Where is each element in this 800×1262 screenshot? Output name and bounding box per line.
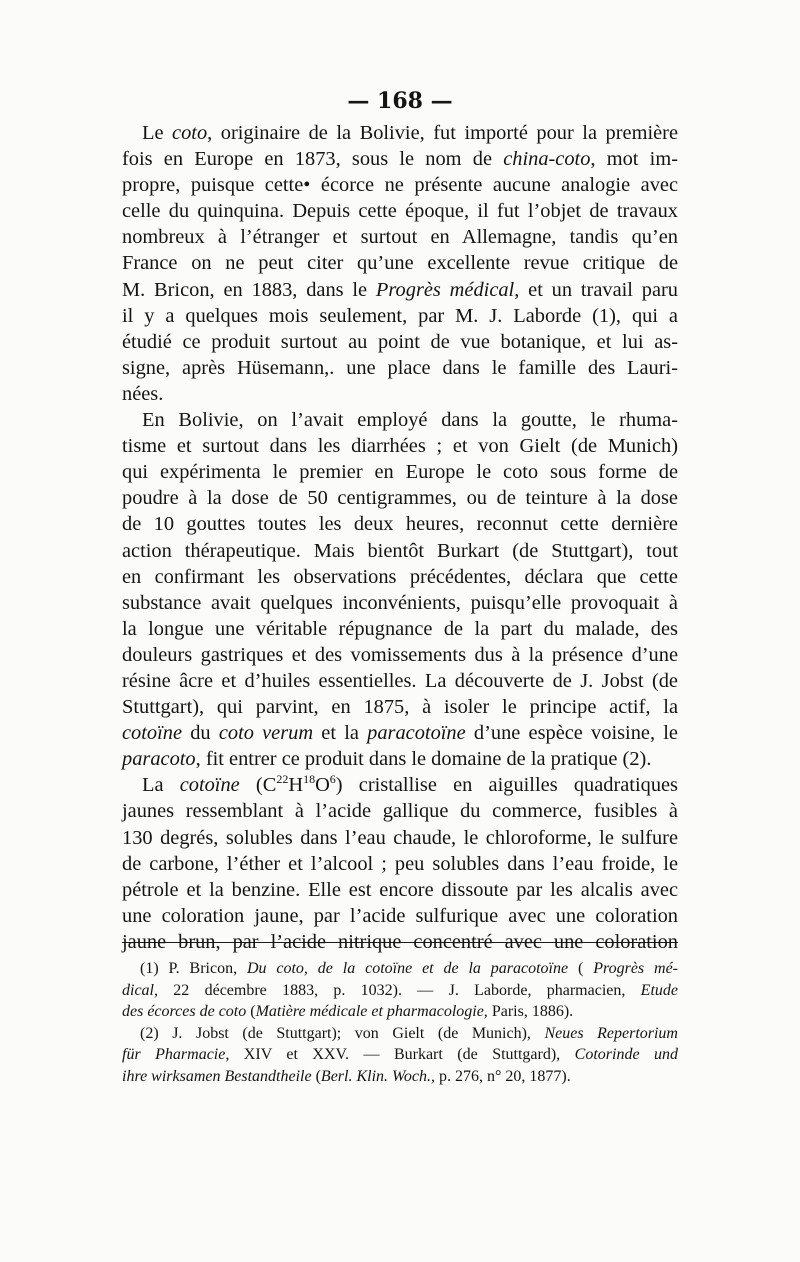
text-line [122, 146, 678, 172]
footnote-line [122, 1023, 678, 1045]
text-run: cotoïne [122, 722, 183, 745]
text-run: XIV et XXV. — Burkart (de Stuttgard), [229, 1046, 575, 1063]
text-run: Berl. Klin. Woch., [320, 1067, 435, 1085]
text-run: il y a quelques mois seulement, par M. J. Laborde (1), qui a [122, 304, 678, 327]
text-run: Etude [640, 981, 678, 999]
text-run: pétrole et la benzine. Elle est encore dissoute par les alcalis avec [122, 878, 678, 901]
text-run: 6 [329, 772, 336, 787]
text-run: Progrès médical [375, 278, 515, 301]
text-line [122, 277, 678, 303]
text-run: , mot im- [590, 148, 678, 171]
text-run: für Pharmacie, [122, 1046, 230, 1063]
text-run: Matière médicale et pharmacologie, [255, 1003, 488, 1020]
text-run: ( [568, 960, 594, 977]
text-line [122, 459, 678, 485]
text-run: d’une espèce voisine, le [465, 722, 678, 745]
text-run: H [288, 774, 304, 797]
footnote-line [122, 1001, 678, 1023]
text-line [122, 564, 678, 590]
text-run: nombreux à l’étranger et surtout en Allemagne, tandis qu’en [122, 226, 678, 249]
text-line [122, 511, 678, 537]
page-number: — 168 — [347, 88, 453, 114]
text-line [122, 616, 678, 642]
text-line [122, 250, 678, 276]
text-run: M. Bricon, en 1883, dans le [122, 278, 376, 301]
text-line [122, 485, 678, 511]
footnote-line [122, 980, 678, 1002]
text-run: En Bolivie, on l’avait employé dans la goutte, le rhuma- [142, 409, 678, 432]
footnote-line [122, 1066, 678, 1088]
text-line [122, 120, 678, 146]
text-run: des écorces de coto [122, 1003, 247, 1020]
text-line [122, 538, 678, 564]
text-line [122, 329, 678, 355]
text-line [122, 224, 678, 250]
text-run: une coloration jaune, par l’acide sulfurique avec une coloration [122, 904, 678, 927]
paragraph [122, 120, 678, 407]
text-run: jaunes ressemblant à l’acide gallique du commerce, fusibles à [122, 800, 678, 823]
text-line [122, 355, 678, 381]
text-run: coto verum [218, 722, 314, 745]
footnote-line [122, 958, 678, 980]
text-run: tisme et surtout dans les diarrhées ; et von Gielt (de Munich) [122, 435, 678, 458]
text-run: Cotorinde und [574, 1046, 679, 1063]
text-run: qui expérimenta le premier en Europe le coto sous forme de [122, 461, 678, 484]
text-run: action thérapeutique. Mais bientôt Burkart (de Stuttgart), tout [122, 539, 678, 562]
text-line [122, 642, 678, 668]
text-run: celle du quinquina. Depuis cette époque, il fut l’objet de travaux [122, 200, 678, 223]
footnote [122, 1023, 678, 1088]
text-run: 130 degrés, solubles dans l’eau chaude, le chloroforme, le sulfure [122, 826, 678, 849]
text-run: Du coto, de la cotoïne et de la paracotoïne [246, 960, 569, 977]
text-line [122, 381, 678, 407]
text-line [122, 772, 678, 798]
text-run: (2) J. Jobst (de Stuttgart); von Gielt (de Munich), [140, 1024, 545, 1042]
text-run: ( [246, 1003, 256, 1020]
text-run: , originaire de la Bolivie, fut importé pour la première [207, 122, 679, 144]
body-text [122, 120, 678, 955]
text-run: ihre wirksamen Bestandtheile [122, 1067, 312, 1085]
text-line [122, 668, 678, 694]
text-run: ( [311, 1067, 321, 1085]
text-run: nées. [122, 382, 164, 405]
text-run: La [142, 774, 180, 797]
text-line [122, 303, 678, 329]
text-run: 22 décembre 1883, p. 1032). — J. Laborde, pharmacien, [158, 981, 641, 999]
text-run: Progrès mé- [593, 960, 679, 977]
text-line [122, 590, 678, 616]
text-line [122, 433, 678, 459]
text-run: de 10 gouttes toutes les deux heures, reconnut cette dernière [122, 513, 678, 536]
paragraph [122, 772, 678, 955]
text-line [122, 746, 678, 772]
text-line [122, 825, 678, 851]
text-run: Neues Repertorium [544, 1024, 678, 1042]
text-line [122, 798, 678, 824]
text-run: la longue une véritable répugnance de la part du malade, des [122, 617, 678, 640]
paragraph [122, 407, 678, 772]
text-line [122, 903, 678, 929]
footnotes [122, 958, 678, 1087]
text-run: propre, puisque cette• écorce ne présente aucune analogie avec [122, 174, 678, 197]
text-run: , et un travail paru [514, 278, 678, 301]
text-run: substance avait quelques inconvénients, puisqu’elle provoquait à [122, 591, 678, 614]
text-line [122, 720, 678, 746]
text-run: fois en Europe en 1873, sous le nom de [122, 148, 504, 171]
text-run: France on ne peut citer qu’une excellente revue critique de [122, 252, 678, 275]
text-run: O [315, 774, 330, 797]
text-run: et la [313, 722, 368, 745]
text-run: du [182, 722, 219, 745]
text-run: étudié ce produit surtout au point de vue botanique, et lui as- [122, 330, 678, 353]
text-line [122, 877, 678, 903]
text-run: Le [142, 122, 173, 144]
text-run: en confirmant les observations précédentes, déclara que cette [122, 565, 678, 588]
text-run: douleurs gastriques et des vomissements dus à la présence d’une [122, 643, 678, 666]
text-line [122, 172, 678, 198]
text-run: Paris, 1886). [487, 1003, 574, 1020]
text-run: coto [172, 122, 208, 144]
text-run: p. 276, n° 20, 1877). [435, 1067, 571, 1085]
text-run: dical, [122, 981, 158, 999]
footnote-separator [122, 942, 678, 943]
text-line [122, 407, 678, 433]
text-run: poudre à la dose de 50 centigrammes, ou de teinture à la dose [122, 487, 678, 510]
text-run: de carbone, l’éther et l’alcool ; peu solubles dans l’eau froide, le [122, 852, 678, 875]
text-line [122, 198, 678, 224]
text-run: (1) P. Bricon, [140, 960, 247, 977]
text-run: jaune brun, par l’acide nitrique concentré avec une coloration [122, 930, 678, 953]
text-run: ) cristallise en aiguilles quadratiques [335, 774, 678, 797]
text-run: paracoto [122, 748, 196, 771]
text-run: china-coto [503, 148, 591, 171]
text-run: (C [239, 774, 277, 797]
text-run: résine âcre et d’huiles essentielles. La découverte de J. Jobst (de [122, 669, 678, 692]
text-run: , fit entrer ce produit dans le domaine de la pratique (2). [195, 748, 652, 771]
text-run: 22 [276, 772, 289, 787]
footnote [122, 958, 678, 1023]
text-run: 18 [303, 772, 316, 787]
text-run: Stuttgart), qui parvint, en 1875, à isoler le principe actif, la [122, 696, 678, 719]
text-run: paracotoïne [367, 722, 466, 745]
text-line [122, 851, 678, 877]
footnote-line [122, 1044, 678, 1066]
text-run: signe, après Hüsemann,. une place dans le famille des Lauri- [122, 356, 678, 379]
text-run: cotoïne [179, 774, 240, 797]
text-line [122, 694, 678, 720]
